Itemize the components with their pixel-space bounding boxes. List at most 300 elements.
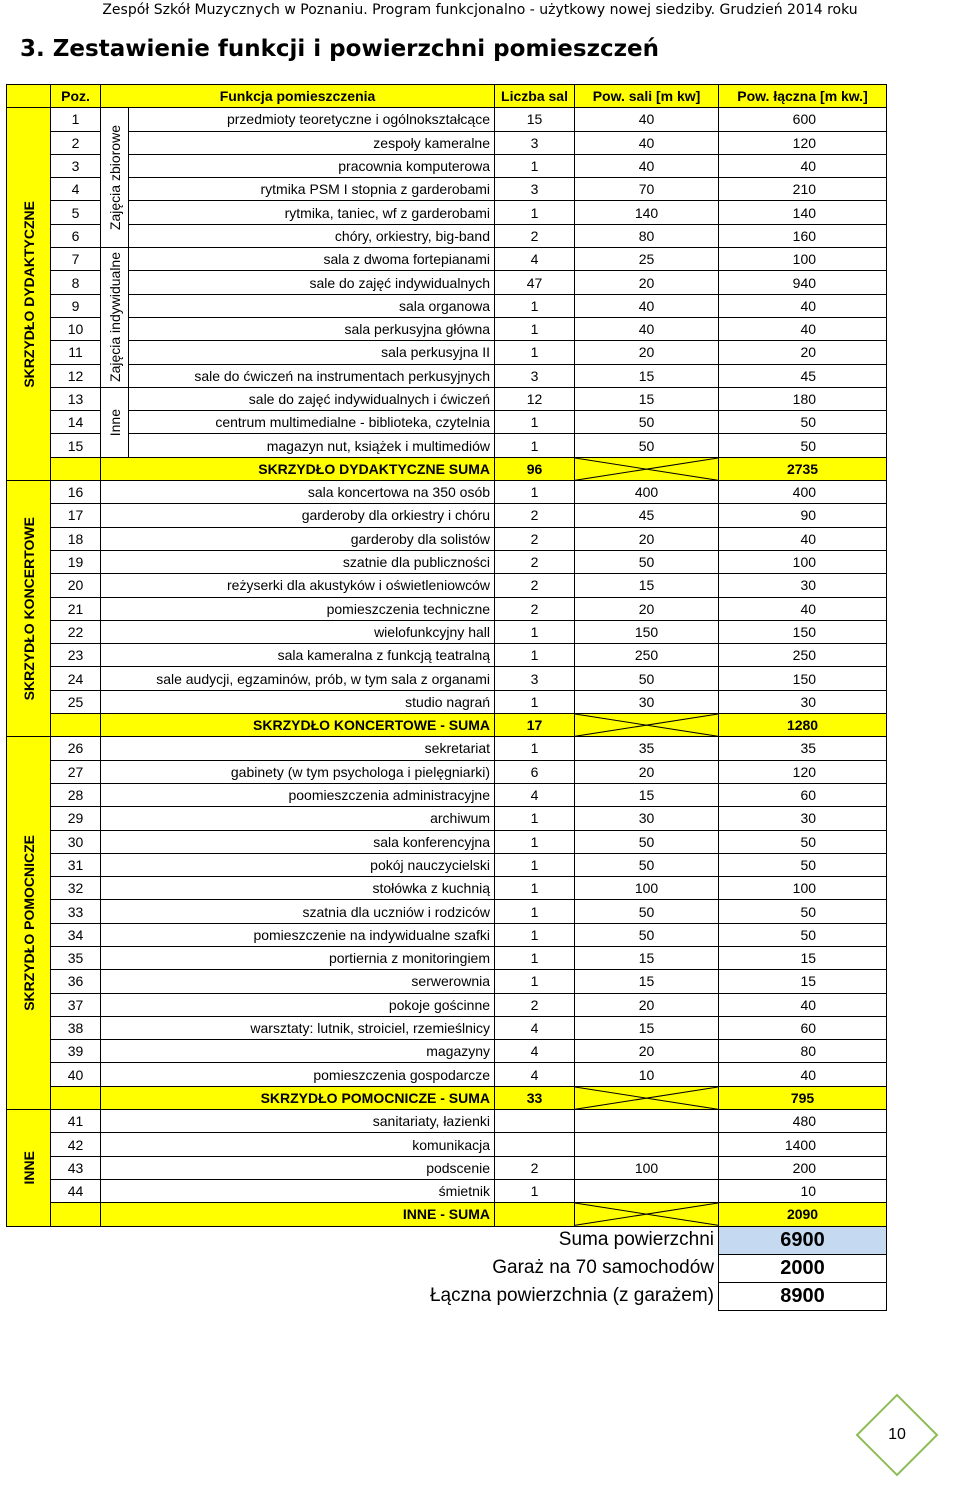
row-function: serwerownia [101, 970, 495, 993]
table-row [7, 481, 887, 504]
table-row [7, 364, 887, 387]
row-function: sanitariaty, łazienki [101, 1110, 495, 1133]
wing-koncertowe [7, 481, 51, 737]
row-function: stołówka z kuchnią [101, 877, 495, 900]
row-total-area: 40 [719, 1063, 887, 1086]
row-total-area: 120 [719, 131, 887, 154]
row-room-area: 25 [575, 248, 719, 271]
table-row [7, 597, 887, 620]
row-function: magazyn nut, książek i multimediów [129, 434, 495, 457]
group-indywidualne-label: Zajęcia indywidualne [106, 252, 123, 383]
row-room-area: 400 [575, 481, 719, 504]
table-row [7, 341, 887, 364]
row-count: 1 [495, 154, 575, 177]
row-number: 25 [51, 690, 101, 713]
row-number: 19 [51, 550, 101, 573]
table-row [7, 224, 887, 247]
row-function: sale do zajęć indywidualnych i ćwiczeń [129, 387, 495, 410]
sum-cross [575, 1086, 719, 1109]
row-function: pokój nauczycielski [101, 853, 495, 876]
row-function: sala organowa [129, 294, 495, 317]
totals-sum-value: 6900 [719, 1226, 887, 1254]
row-function: pokoje gościnne [101, 993, 495, 1016]
row-function: sala perkusyjna II [129, 341, 495, 364]
row-room-area: 100 [575, 877, 719, 900]
sum-row-inne [7, 1203, 887, 1226]
table-row [7, 154, 887, 177]
totals-garage-value: 2000 [719, 1254, 887, 1282]
row-number: 37 [51, 993, 101, 1016]
row-room-area: 50 [575, 853, 719, 876]
table-row [7, 644, 887, 667]
table-row [7, 550, 887, 573]
sum-row-koncertowe [7, 714, 887, 737]
sum-cross [575, 457, 719, 480]
row-room-area [575, 1179, 719, 1202]
row-function: sekretariat [101, 737, 495, 760]
table-row [7, 830, 887, 853]
row-function: reżyserki dla akustyków i oświetleniowców [101, 574, 495, 597]
row-count: 3 [495, 131, 575, 154]
totals-garage-label: Garaż na 70 samochodów [492, 1257, 715, 1279]
row-total-area: 600 [719, 108, 887, 131]
row-function: pomieszczenie na indywidualne szafki [101, 923, 495, 946]
table-row [7, 1063, 887, 1086]
wing-header-blank [7, 85, 51, 108]
row-count: 1 [495, 434, 575, 457]
row-number: 35 [51, 946, 101, 969]
row-number: 26 [51, 737, 101, 760]
row-count: 1 [495, 853, 575, 876]
row-function: przedmioty teoretyczne i ogólnokształcące [129, 108, 495, 131]
row-function: sala z dwoma fortepianami [129, 248, 495, 271]
row-number: 30 [51, 830, 101, 853]
row-total-area: 50 [719, 830, 887, 853]
table-row [7, 853, 887, 876]
row-room-area: 35 [575, 737, 719, 760]
row-number: 33 [51, 900, 101, 923]
table-row [7, 807, 887, 830]
row-room-area: 50 [575, 900, 719, 923]
row-count: 2 [495, 993, 575, 1016]
table-row [7, 690, 887, 713]
row-function: komunikacja [101, 1133, 495, 1156]
row-total-area: 160 [719, 224, 887, 247]
row-number: 44 [51, 1179, 101, 1202]
row-room-area: 10 [575, 1063, 719, 1086]
row-function: pracownia komputerowa [129, 154, 495, 177]
wing-inne [7, 1110, 51, 1226]
row-room-area: 30 [575, 807, 719, 830]
table-row [7, 620, 887, 643]
row-room-area: 15 [575, 364, 719, 387]
row-function: sale do zajęć indywidualnych [129, 271, 495, 294]
row-function: podscenie [101, 1156, 495, 1179]
row-number: 16 [51, 481, 101, 504]
row-count [495, 1133, 575, 1156]
row-number: 21 [51, 597, 101, 620]
row-number: 20 [51, 574, 101, 597]
sum-count: 33 [495, 1086, 575, 1109]
table-row [7, 1040, 887, 1063]
row-function: archiwum [101, 807, 495, 830]
row-number: 8 [51, 271, 101, 294]
row-function: pomieszczenia gospodarcze [101, 1063, 495, 1086]
row-number: 11 [51, 341, 101, 364]
table-row [7, 970, 887, 993]
totals-grand-value: 8900 [719, 1282, 887, 1310]
row-room-area: 30 [575, 690, 719, 713]
table-row [7, 900, 887, 923]
row-count: 4 [495, 1040, 575, 1063]
table-row [7, 108, 887, 131]
table-row [7, 1179, 887, 1202]
row-number: 39 [51, 1040, 101, 1063]
row-function: sale do ćwiczeń na instrumentach perkusyjnych [129, 364, 495, 387]
table-row [7, 271, 887, 294]
row-total-area: 40 [719, 317, 887, 340]
row-count: 1 [495, 900, 575, 923]
row-room-area: 15 [575, 1016, 719, 1039]
col-function: Funkcja pomieszczenia [101, 85, 495, 108]
row-function: magazyny [101, 1040, 495, 1063]
wing-pomocnicze [7, 737, 51, 1110]
row-count: 1 [495, 807, 575, 830]
sum-cross [575, 714, 719, 737]
row-count: 1 [495, 923, 575, 946]
row-count: 1 [495, 690, 575, 713]
row-count: 1 [495, 970, 575, 993]
row-total-area: 40 [719, 154, 887, 177]
row-total-area: 50 [719, 900, 887, 923]
row-room-area: 40 [575, 108, 719, 131]
row-room-area: 50 [575, 434, 719, 457]
row-total-area: 400 [719, 481, 887, 504]
sum-blank [51, 457, 101, 480]
table-row [7, 527, 887, 550]
row-room-area: 20 [575, 993, 719, 1016]
col-count: Liczba sal [495, 85, 575, 108]
row-room-area: 70 [575, 178, 719, 201]
row-number: 18 [51, 527, 101, 550]
row-count: 1 [495, 877, 575, 900]
row-count: 1 [495, 1179, 575, 1202]
row-number: 31 [51, 853, 101, 876]
row-function: gabinety (w tym psychologa i pielęgniarki) [101, 760, 495, 783]
row-number: 14 [51, 411, 101, 434]
row-function: garderoby dla orkiestry i chóru [101, 504, 495, 527]
row-room-area: 15 [575, 783, 719, 806]
row-room-area: 15 [575, 387, 719, 410]
row-total-area: 45 [719, 364, 887, 387]
row-function: śmietnik [101, 1179, 495, 1202]
table-row [7, 434, 887, 457]
row-function: centrum multimedialne - biblioteka, czytelnia [129, 411, 495, 434]
row-total-area: 1400 [719, 1133, 887, 1156]
row-number: 24 [51, 667, 101, 690]
row-room-area: 100 [575, 1156, 719, 1179]
sum-label: SKRZYDŁO KONCERTOWE - SUMA [101, 714, 495, 737]
row-function: garderoby dla solistów [101, 527, 495, 550]
row-count: 1 [495, 620, 575, 643]
row-function: zespoły kameralne [129, 131, 495, 154]
totals-sum-label: Suma powierzchni [558, 1229, 715, 1251]
table-row [7, 760, 887, 783]
row-total-area: 30 [719, 690, 887, 713]
row-count: 3 [495, 178, 575, 201]
row-count: 2 [495, 1156, 575, 1179]
row-room-area [575, 1133, 719, 1156]
row-count: 1 [495, 830, 575, 853]
row-function: sala perkusyjna główna [129, 317, 495, 340]
totals-garage [7, 1254, 887, 1282]
row-total-area: 180 [719, 387, 887, 410]
row-room-area: 15 [575, 970, 719, 993]
row-function: wielofunkcyjny hall [101, 620, 495, 643]
row-total-area: 40 [719, 527, 887, 550]
table-row [7, 946, 887, 969]
row-total-area: 10 [719, 1179, 887, 1202]
row-room-area: 80 [575, 224, 719, 247]
row-total-area: 200 [719, 1156, 887, 1179]
row-room-area: 50 [575, 923, 719, 946]
row-count: 1 [495, 341, 575, 364]
row-count: 2 [495, 574, 575, 597]
row-total-area: 150 [719, 667, 887, 690]
table-header [7, 85, 887, 108]
sum-total: 795 [719, 1086, 887, 1109]
row-function: chóry, orkiestry, big-band [129, 224, 495, 247]
row-number: 22 [51, 620, 101, 643]
row-total-area: 80 [719, 1040, 887, 1063]
row-number: 38 [51, 1016, 101, 1039]
row-total-area: 30 [719, 807, 887, 830]
totals-blank [7, 1282, 51, 1310]
row-room-area: 20 [575, 271, 719, 294]
row-function: sala koncertowa na 350 osób [101, 481, 495, 504]
row-number: 15 [51, 434, 101, 457]
row-count [495, 1110, 575, 1133]
row-total-area: 120 [719, 760, 887, 783]
row-total-area: 40 [719, 993, 887, 1016]
group-inne [101, 387, 129, 457]
row-function: poomieszczenia administracyjne [101, 783, 495, 806]
row-count: 47 [495, 271, 575, 294]
row-total-area: 50 [719, 923, 887, 946]
row-count: 2 [495, 597, 575, 620]
row-room-area: 40 [575, 294, 719, 317]
totals-grand [7, 1282, 887, 1310]
col-room-area: Pow. sali [m kw] [575, 85, 719, 108]
sum-row-dydaktyczne [7, 457, 887, 480]
row-number: 17 [51, 504, 101, 527]
row-count: 1 [495, 411, 575, 434]
totals-grand-label: Łączna powierzchnia (z garażem) [429, 1285, 715, 1307]
row-number: 13 [51, 387, 101, 410]
row-total-area: 140 [719, 201, 887, 224]
row-number: 7 [51, 248, 101, 271]
row-room-area: 20 [575, 760, 719, 783]
row-count: 12 [495, 387, 575, 410]
row-room-area [575, 1110, 719, 1133]
row-room-area: 40 [575, 131, 719, 154]
row-count: 1 [495, 644, 575, 667]
row-total-area: 100 [719, 550, 887, 573]
table-row [7, 923, 887, 946]
row-count: 15 [495, 108, 575, 131]
row-count: 1 [495, 317, 575, 340]
row-number: 2 [51, 131, 101, 154]
wing-koncertowe-label: SKRZYDŁO KONCERTOWE [20, 517, 37, 701]
row-total-area: 35 [719, 737, 887, 760]
row-number: 32 [51, 877, 101, 900]
row-function: sala kameralna z funkcją teatralną [101, 644, 495, 667]
sum-label: INNE - SUMA [101, 1203, 495, 1226]
table-row [7, 387, 887, 410]
row-number: 1 [51, 108, 101, 131]
row-function: rytmika PSM I stopnia z garderobami [129, 178, 495, 201]
row-number: 40 [51, 1063, 101, 1086]
table-row [7, 1016, 887, 1039]
row-count: 6 [495, 760, 575, 783]
row-number: 41 [51, 1110, 101, 1133]
sum-blank [51, 1203, 101, 1226]
row-function: portiernia z monitoringiem [101, 946, 495, 969]
sum-count [495, 1203, 575, 1226]
row-number: 34 [51, 923, 101, 946]
row-count: 2 [495, 550, 575, 573]
group-zbiorowe-label: Zajęcia zbiorowe [106, 125, 123, 231]
totals-sum [7, 1226, 887, 1254]
row-function: sale audycji, egzaminów, prób, w tym sala z organami [101, 667, 495, 690]
row-number: 4 [51, 178, 101, 201]
row-total-area: 210 [719, 178, 887, 201]
row-number: 9 [51, 294, 101, 317]
row-room-area: 140 [575, 201, 719, 224]
row-number: 27 [51, 760, 101, 783]
row-total-area: 30 [719, 574, 887, 597]
area-table [6, 84, 887, 1311]
sum-row-pomocnicze [7, 1086, 887, 1109]
row-function: warsztaty: lutnik, stroiciel, rzemieślnicy [101, 1016, 495, 1039]
row-total-area: 40 [719, 294, 887, 317]
row-room-area: 40 [575, 154, 719, 177]
sum-cross [575, 1203, 719, 1226]
row-total-area: 150 [719, 620, 887, 643]
wing-pomocnicze-label: SKRZYDŁO POMOCNICZE [20, 835, 37, 1012]
row-function: studio nagrań [101, 690, 495, 713]
table-row [7, 993, 887, 1016]
row-count: 2 [495, 527, 575, 550]
row-count: 4 [495, 783, 575, 806]
row-number: 3 [51, 154, 101, 177]
row-count: 1 [495, 481, 575, 504]
row-room-area: 50 [575, 411, 719, 434]
row-room-area: 50 [575, 667, 719, 690]
row-total-area: 15 [719, 946, 887, 969]
table-row [7, 411, 887, 434]
row-room-area: 50 [575, 830, 719, 853]
row-function: szatnie dla publiczności [101, 550, 495, 573]
row-function: pomieszczenia techniczne [101, 597, 495, 620]
row-room-area: 15 [575, 946, 719, 969]
group-indywidualne [101, 248, 129, 388]
row-count: 2 [495, 504, 575, 527]
table-row [7, 1110, 887, 1133]
table-row [7, 877, 887, 900]
row-count: 4 [495, 1063, 575, 1086]
row-function: sala konferencyjna [101, 830, 495, 853]
page-number-badge [852, 1390, 942, 1480]
row-room-area: 20 [575, 597, 719, 620]
row-room-area: 20 [575, 341, 719, 364]
row-number: 43 [51, 1156, 101, 1179]
sum-count: 96 [495, 457, 575, 480]
row-function: rytmika, taniec, wf z garderobami [129, 201, 495, 224]
row-total-area: 480 [719, 1110, 887, 1133]
table-row [7, 667, 887, 690]
totals-blank [7, 1226, 51, 1254]
row-number: 12 [51, 364, 101, 387]
table-row [7, 783, 887, 806]
totals-blank [7, 1254, 51, 1282]
table-row [7, 737, 887, 760]
sum-blank [51, 714, 101, 737]
col-poz: Poz. [51, 85, 101, 108]
wing-dydaktyczne-label: SKRZYDŁO DYDAKTYCZNE [20, 200, 37, 388]
row-count: 4 [495, 1016, 575, 1039]
row-function: szatnia dla uczniów i rodziców [101, 900, 495, 923]
row-total-area: 60 [719, 783, 887, 806]
row-number: 42 [51, 1133, 101, 1156]
wing-dydaktyczne [7, 108, 51, 481]
sum-blank [51, 1086, 101, 1109]
row-room-area: 40 [575, 317, 719, 340]
row-count: 1 [495, 294, 575, 317]
row-total-area: 20 [719, 341, 887, 364]
table-row [7, 178, 887, 201]
row-room-area: 50 [575, 550, 719, 573]
table-row [7, 317, 887, 340]
page-header: Zespół Szkół Muzycznych w Poznaniu. Program funkcjonalno - użytkowy nowej siedziby. Grudzień 2014 roku [0, 0, 960, 22]
row-count: 3 [495, 364, 575, 387]
row-number: 28 [51, 783, 101, 806]
row-room-area: 150 [575, 620, 719, 643]
row-total-area: 50 [719, 853, 887, 876]
group-zbiorowe [101, 108, 129, 248]
section-title: 3. Zestawienie funkcji i powierzchni pomieszczeń [20, 36, 659, 62]
row-room-area: 45 [575, 504, 719, 527]
row-count: 1 [495, 946, 575, 969]
table-row [7, 504, 887, 527]
row-total-area: 15 [719, 970, 887, 993]
wing-inne-label: INNE [20, 1151, 37, 1185]
row-count: 3 [495, 667, 575, 690]
row-total-area: 100 [719, 248, 887, 271]
row-total-area: 40 [719, 597, 887, 620]
row-number: 10 [51, 317, 101, 340]
sum-total: 2735 [719, 457, 887, 480]
row-total-area: 940 [719, 271, 887, 294]
col-total-area: Pow. łączna [m kw.] [719, 85, 887, 108]
row-number: 23 [51, 644, 101, 667]
row-number: 6 [51, 224, 101, 247]
row-total-area: 250 [719, 644, 887, 667]
group-inne-label: Inne [106, 408, 123, 436]
sum-total: 2090 [719, 1203, 887, 1226]
row-room-area: 20 [575, 1040, 719, 1063]
sum-label: SKRZYDŁO DYDAKTYCZNE SUMA [101, 457, 495, 480]
